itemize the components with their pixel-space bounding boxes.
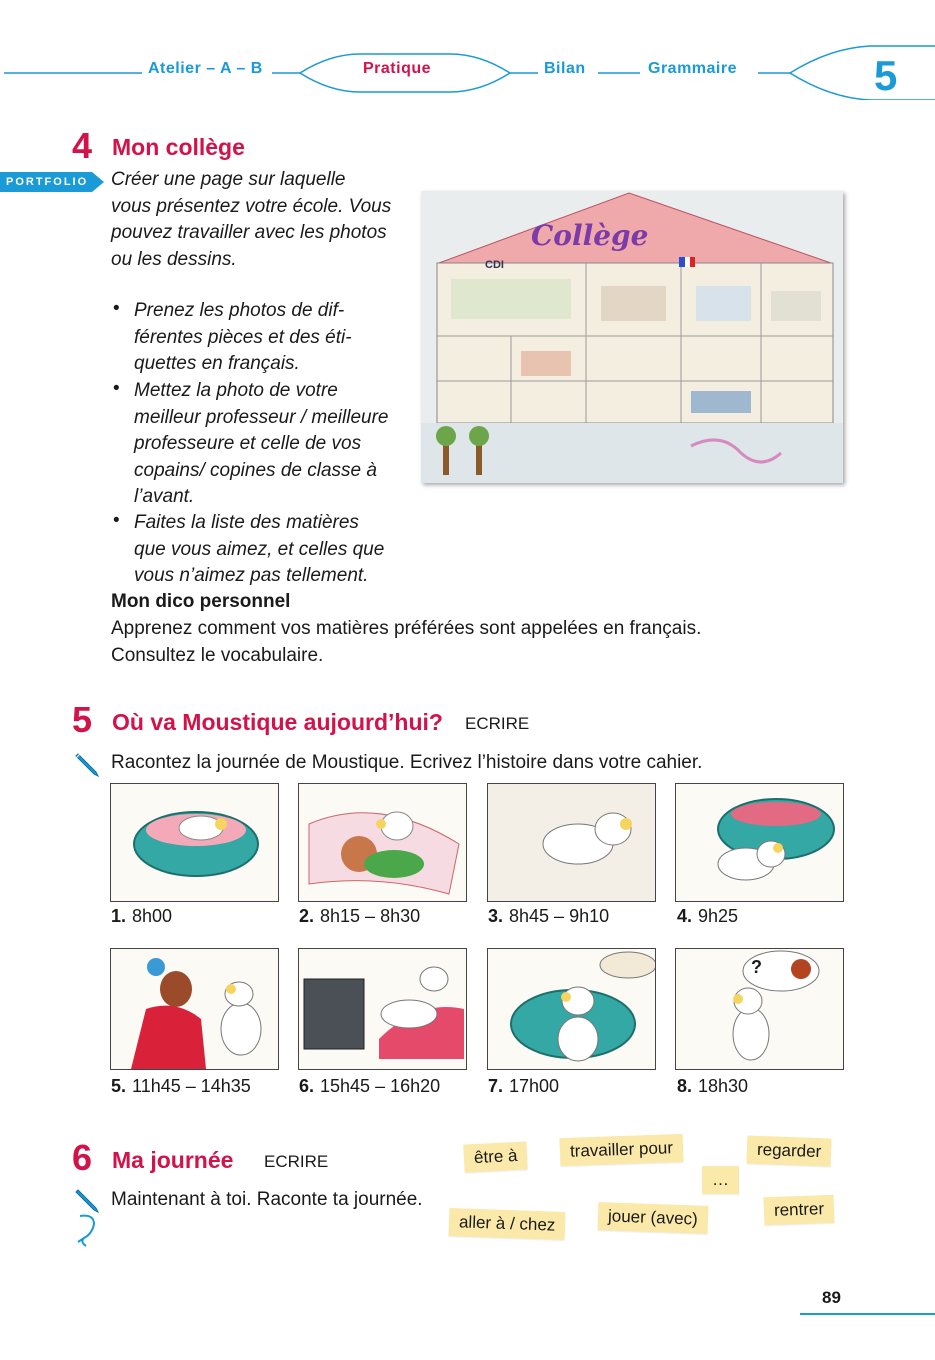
exercise-4-intro: Créer une page sur laquelle vous présentez votre école. Vous pouvez travailler avec les photos ou les dessins.: [111, 169, 392, 270]
exercise-6-instruction: Maintenant à toi. Raconte ta journée.: [111, 1189, 423, 1210]
word-card: regarder: [747, 1136, 832, 1167]
footer-line: [800, 1313, 935, 1315]
nav-atelier[interactable]: Atelier – A – B: [148, 60, 263, 77]
bullet-dot: •: [113, 510, 120, 531]
word-card: …: [702, 1166, 739, 1194]
picture-3: [487, 783, 656, 902]
thought-question-mark: ?: [751, 957, 762, 977]
word-card: aller à / chez: [449, 1208, 566, 1240]
exercise-4-title: Mon collège: [112, 134, 245, 160]
exercise-5-instruction: Racontez la journée de Moustique. Ecrivez l’histoire dans votre cahier.: [111, 752, 703, 773]
exercise-6-number: 6: [72, 1137, 93, 1178]
picture-6: [298, 948, 467, 1070]
caption-3: 3. 8h45 – 9h10: [488, 906, 610, 926]
caption-4: 4. 9h25: [677, 906, 739, 926]
exercise-4-number: 4: [72, 125, 93, 166]
drawing-title: Collège: [531, 219, 649, 252]
dico-text: Apprenez comment vos matières préférées sont appelées en français. Consultez le vocabulaire.: [111, 618, 702, 666]
nav-bilan[interactable]: Bilan: [544, 60, 586, 77]
caption-5: 5. 11h45 – 14h35: [111, 1076, 251, 1096]
nav-grammaire[interactable]: Grammaire: [648, 60, 737, 77]
college-drawing: [421, 191, 843, 483]
exercise-6-tag: ECRIRE: [264, 1152, 329, 1171]
bullet-2: Mettez la photo de votre meilleur professeur / meilleure professeure et celle de vos copains/ copines de classe à l’avant.: [134, 380, 389, 507]
word-card: travailler pour: [560, 1134, 684, 1166]
bullet-dot: •: [113, 298, 120, 319]
exercise-5-title: Où va Moustique aujourd’hui?: [112, 709, 443, 735]
header-nav-lines: [0, 40, 935, 100]
exercise-5-tag: ECRIRE: [465, 714, 530, 733]
portfolio-badge: PORTFOLIO: [0, 172, 92, 192]
exercise-5-number: 5: [72, 699, 93, 740]
bullet-dot: •: [113, 378, 120, 399]
pencil-icon: [72, 750, 102, 780]
bullet-3: Faites la liste des matières que vous aimez, et celles que vous n’aimez pas tellement.: [134, 512, 385, 586]
portfolio-arrow-icon: [92, 172, 104, 192]
caption-7: 7. 17h00: [488, 1076, 560, 1096]
picture-5: [110, 948, 279, 1070]
word-card: rentrer: [764, 1195, 835, 1225]
picture-1: [110, 783, 279, 902]
bullet-1: Prenez les photos de dif- férentes pièces et des éti- quettes en français.: [134, 300, 352, 374]
caption-6: 6. 15h45 – 16h20: [299, 1076, 441, 1096]
drawing-label: CDI: [485, 259, 504, 271]
word-card: jouer (avec): [598, 1202, 709, 1234]
caption-8: 8. 18h30: [677, 1076, 749, 1096]
picture-2: [298, 783, 467, 902]
picture-4: [675, 783, 844, 902]
picture-8: [675, 948, 844, 1070]
caption-2: 2. 8h15 – 8h30: [299, 906, 421, 926]
picture-7: [487, 948, 656, 1070]
exercise-6-title: Ma journée: [112, 1147, 234, 1173]
word-card: être à: [463, 1141, 528, 1172]
chapter-number: 5: [874, 52, 898, 99]
nav-pratique[interactable]: Pratique: [363, 60, 432, 77]
dico-title: Mon dico personnel: [111, 591, 291, 612]
caption-1: 1. 8h00: [111, 906, 173, 926]
dolphin-icon: [74, 1212, 100, 1250]
page-number: 89: [822, 1288, 841, 1307]
